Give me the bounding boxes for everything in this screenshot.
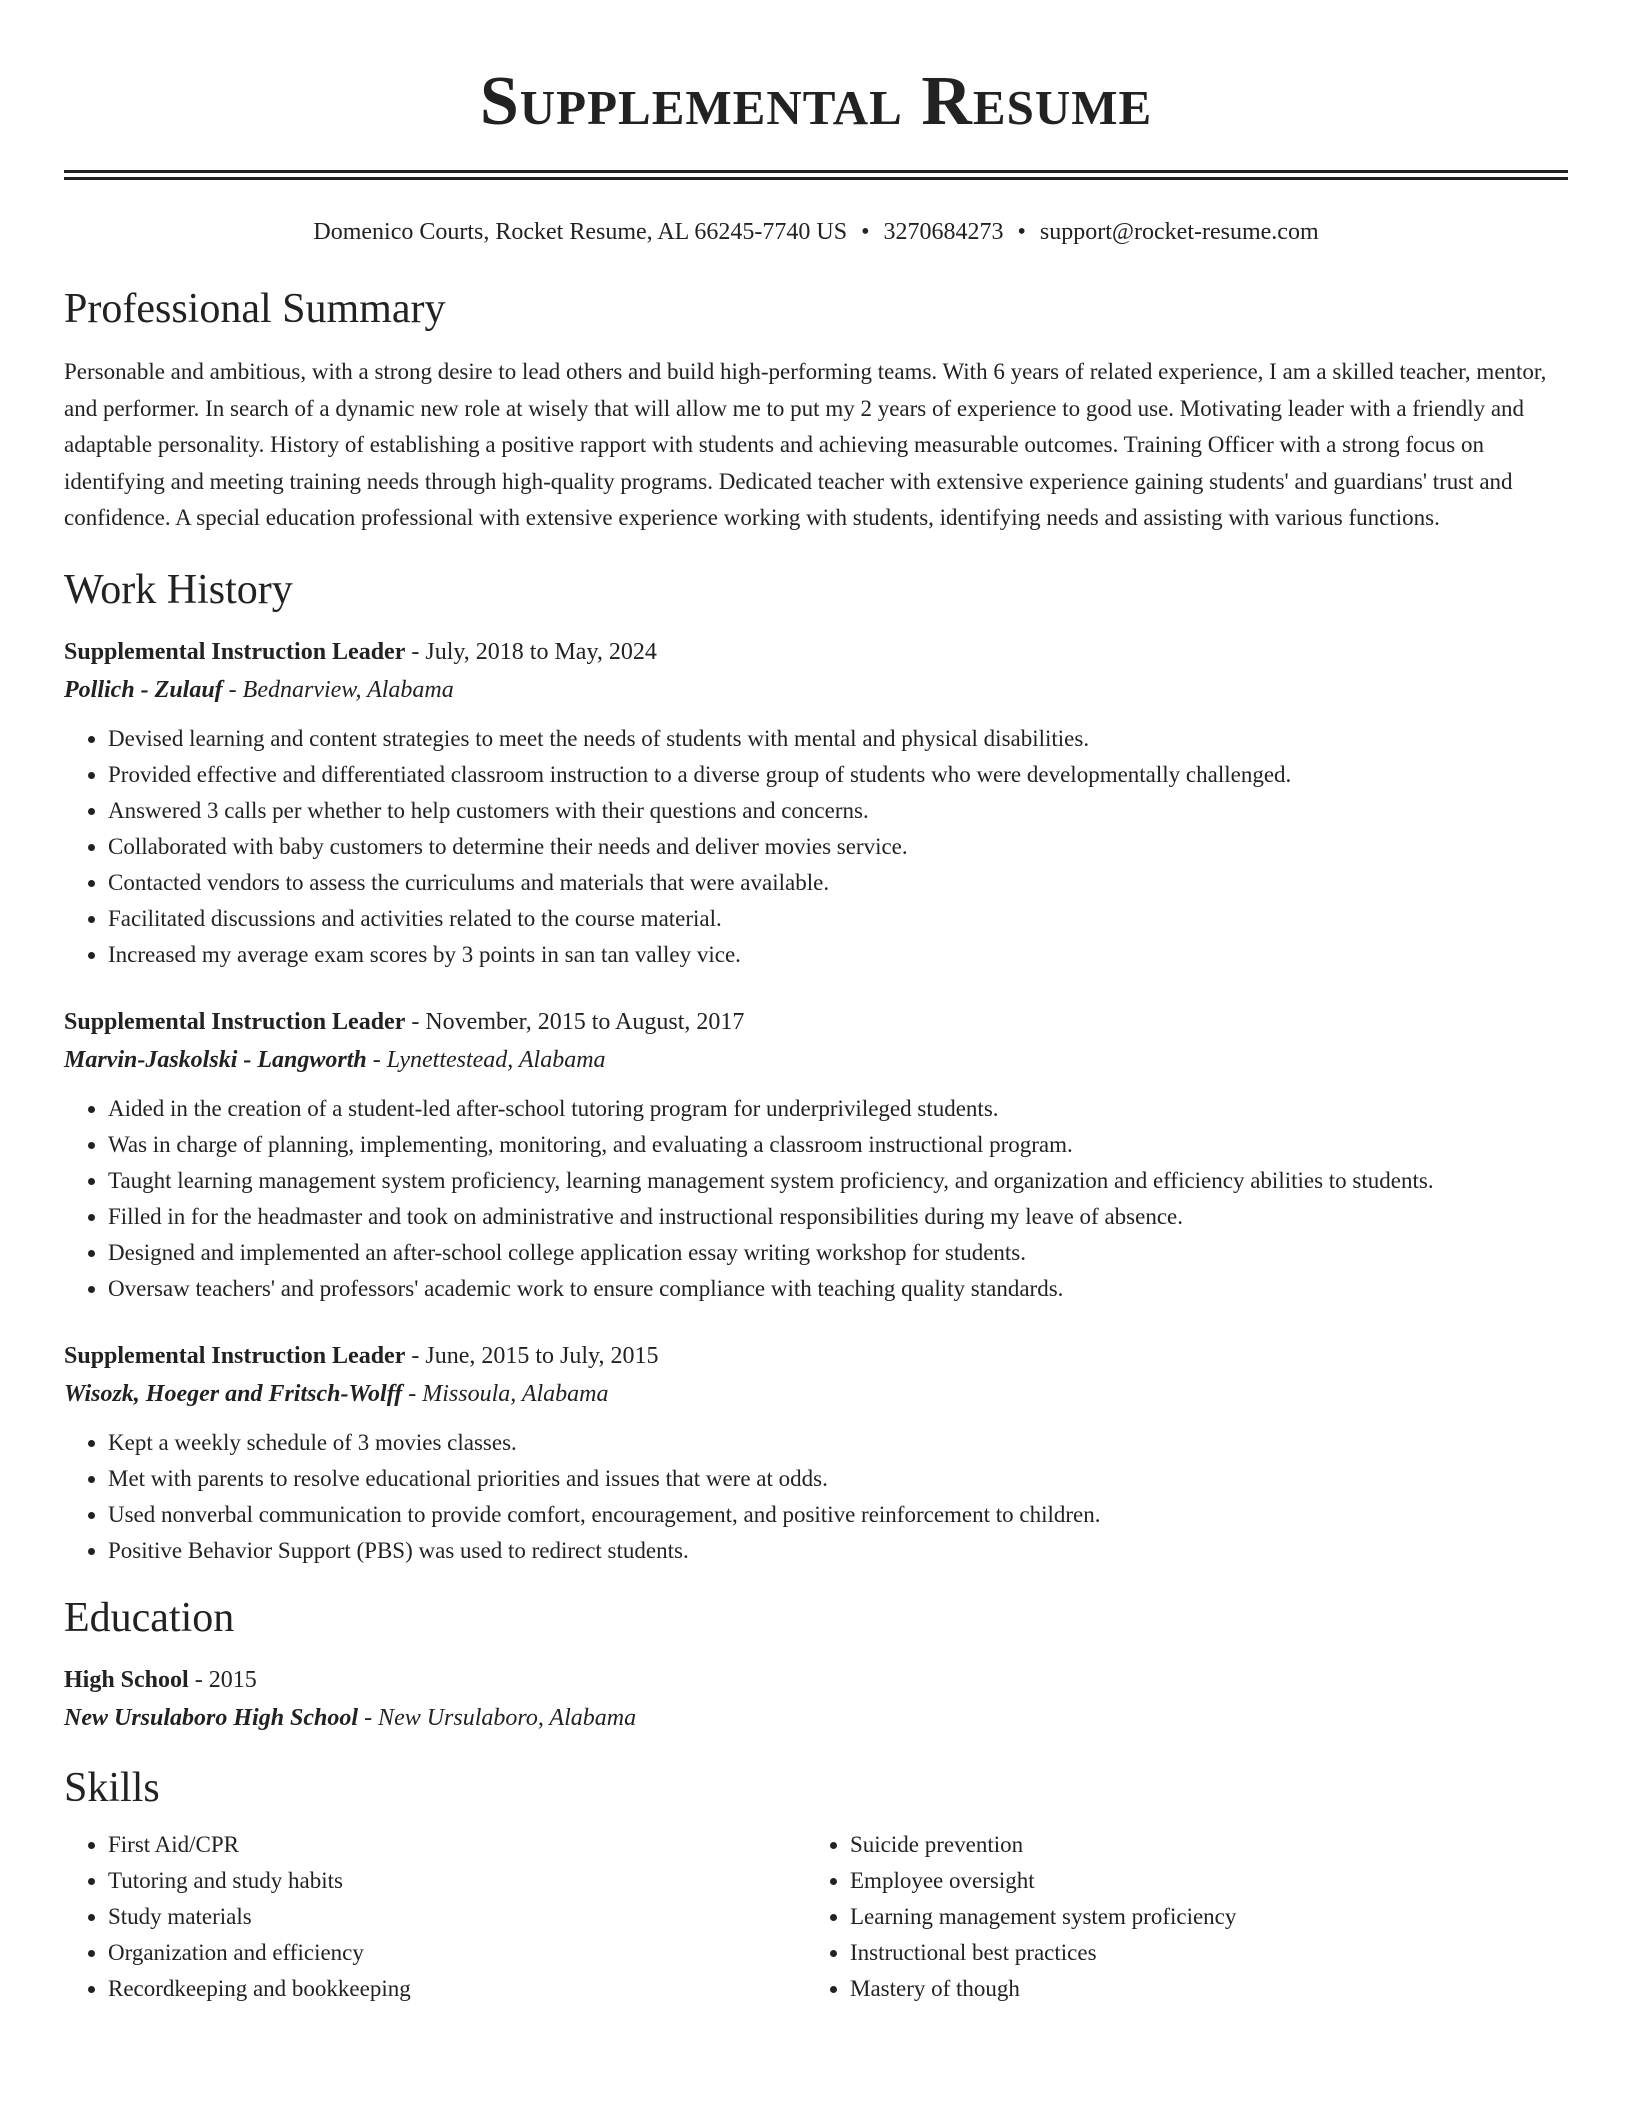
job-entry [64,1003,1568,1307]
contact-line [64,216,1568,248]
skill-item: • Recordkeeping and bookkeeping [108,1971,806,2007]
job-role: Supplemental Instruction Leader [64,1008,406,1035]
job-company: Pollich - Zulauf [64,676,223,703]
job-bullet: • Met with parents to resolve educational priorities and issues that were at odds. [108,1461,1568,1497]
contact-email: support@rocket-resume.com [1039,219,1319,245]
job-dates: - November, 2015 to August, 2017 [405,1008,745,1035]
job-bullet: • Kept a weekly schedule of 3 movies classes. [108,1425,1568,1461]
section-title-skills: Skills [64,1764,160,1811]
skills-column-right [806,1827,1548,2007]
skill-item: • Learning management system proficiency [850,1899,1548,1935]
skill-item: • Organization and efficiency [108,1935,806,1971]
skill-item: • First Aid/CPR [108,1827,806,1863]
education-degree: High School [64,1666,189,1693]
skill-item: • Tutoring and study habits [108,1863,806,1899]
job-bullet: • Used nonverbal communication to provide comfort, encouragement, and positive reinforcement to children. [108,1497,1568,1533]
contact-separator: • [1017,219,1026,245]
job-location: - Missoula, Alabama [402,1380,609,1407]
section-title-education: Education [64,1594,235,1641]
job-bullet: • Provided effective and differentiated classroom instruction to a diverse group of students who were developmentally challenged. [108,757,1568,793]
contact-phone: 3270684273 [883,219,1004,245]
skills-list [64,1827,1568,2007]
job-bullets [64,1091,1568,1307]
job-bullet: • Answered 3 calls per whether to help customers with their questions and concerns. [108,793,1568,829]
education-school-line [64,1699,1568,1737]
job-company: Wisozk, Hoeger and Fritsch-Wolff [64,1380,403,1407]
job-company-line [64,1041,1568,1079]
job-bullet: • Oversaw teachers' and professors' academic work to ensure compliance with teaching quality standards. [108,1271,1568,1307]
contact-address: Domenico Courts, Rocket Resume, AL 66245-7740 US [313,219,848,245]
skill-item: • Suicide prevention [850,1827,1548,1863]
job-dates: - June, 2015 to July, 2015 [405,1342,659,1369]
job-bullet: • Aided in the creation of a student-led after-school tutoring program for underprivileged students. [108,1091,1568,1127]
section-title-work-history: Work History [64,566,293,613]
skill-item: • Employee oversight [850,1863,1548,1899]
job-company-line [64,671,1568,709]
section-title-summary: Professional Summary [64,286,446,332]
job-bullet: • Was in charge of planning, implementing, monitoring, and evaluating a classroom instructional program. [108,1127,1568,1163]
job-location: - Lynettestead, Alabama [366,1046,606,1073]
resume-name: Supplemental Resume [479,63,1153,140]
education-entry [64,1661,1568,1737]
job-entry [64,1337,1568,1569]
job-company-line [64,1375,1568,1413]
job-bullet: • Devised learning and content strategies to meet the needs of students with mental and physical disabilities. [108,721,1568,757]
contact-separator: • [861,219,870,245]
job-bullet: • Facilitated discussions and activities related to the course material. [108,901,1568,937]
education-year: - 2015 [188,1666,257,1693]
skill-item: • Study materials [108,1899,806,1935]
job-bullet: • Taught learning management system proficiency, learning management system proficiency, and organization and efficiency abilities to students. [108,1163,1568,1199]
skills-column-left [64,1827,806,2007]
job-title-line [64,633,1568,671]
education-school: New Ursulaboro High School [64,1704,359,1731]
job-bullets [64,1425,1568,1569]
job-role: Supplemental Instruction Leader [64,638,406,665]
job-title-line [64,1337,1568,1375]
job-company: Marvin-Jaskolski - Langworth [64,1046,367,1073]
job-dates: - July, 2018 to May, 2024 [405,638,657,665]
job-entry [64,633,1568,973]
header-divider [64,170,1568,180]
summary-text: Personable and ambitious, with a strong desire to lead others and build high-performing teams. With 6 years of related experience, I am a skilled teacher, mentor, and performer. In search of a dynamic new role at wisely that will allow me to put my 2 years of experience to good use. Motivating leader with a friendly and adaptable personality. History of establishing a positive rapport with students and achieving measurable outcomes. Training Officer with a strong focus on identifying and meeting training needs through high-quality programs. Dedicated teacher with extensive experience gaining students' and guardians' trust and confidence. A special education professional with extensive experience working with students, identifying needs and assisting with various functions. [64,359,1547,530]
job-bullet: • Designed and implemented an after-school college application essay writing workshop for students. [108,1235,1568,1271]
job-bullet: • Filled in for the headmaster and took on administrative and instructional responsibilities during my leave of absence. [108,1199,1568,1235]
skill-item: • Instructional best practices [850,1935,1548,1971]
job-location: - Bednarview, Alabama [222,676,454,703]
job-bullets [64,721,1568,973]
education-location: - New Ursulaboro, Alabama [358,1704,637,1731]
job-bullet: • Positive Behavior Support (PBS) was used to redirect students. [108,1533,1568,1569]
job-bullet: • Increased my average exam scores by 3 points in san tan valley vice. [108,937,1568,973]
job-bullet: • Collaborated with baby customers to determine their needs and deliver movies service. [108,829,1568,865]
education-degree-line [64,1661,1568,1699]
job-title-line [64,1003,1568,1041]
job-bullet: • Contacted vendors to assess the curriculums and materials that were available. [108,865,1568,901]
skill-item: • Mastery of though [850,1971,1548,2007]
job-role: Supplemental Instruction Leader [64,1342,406,1369]
